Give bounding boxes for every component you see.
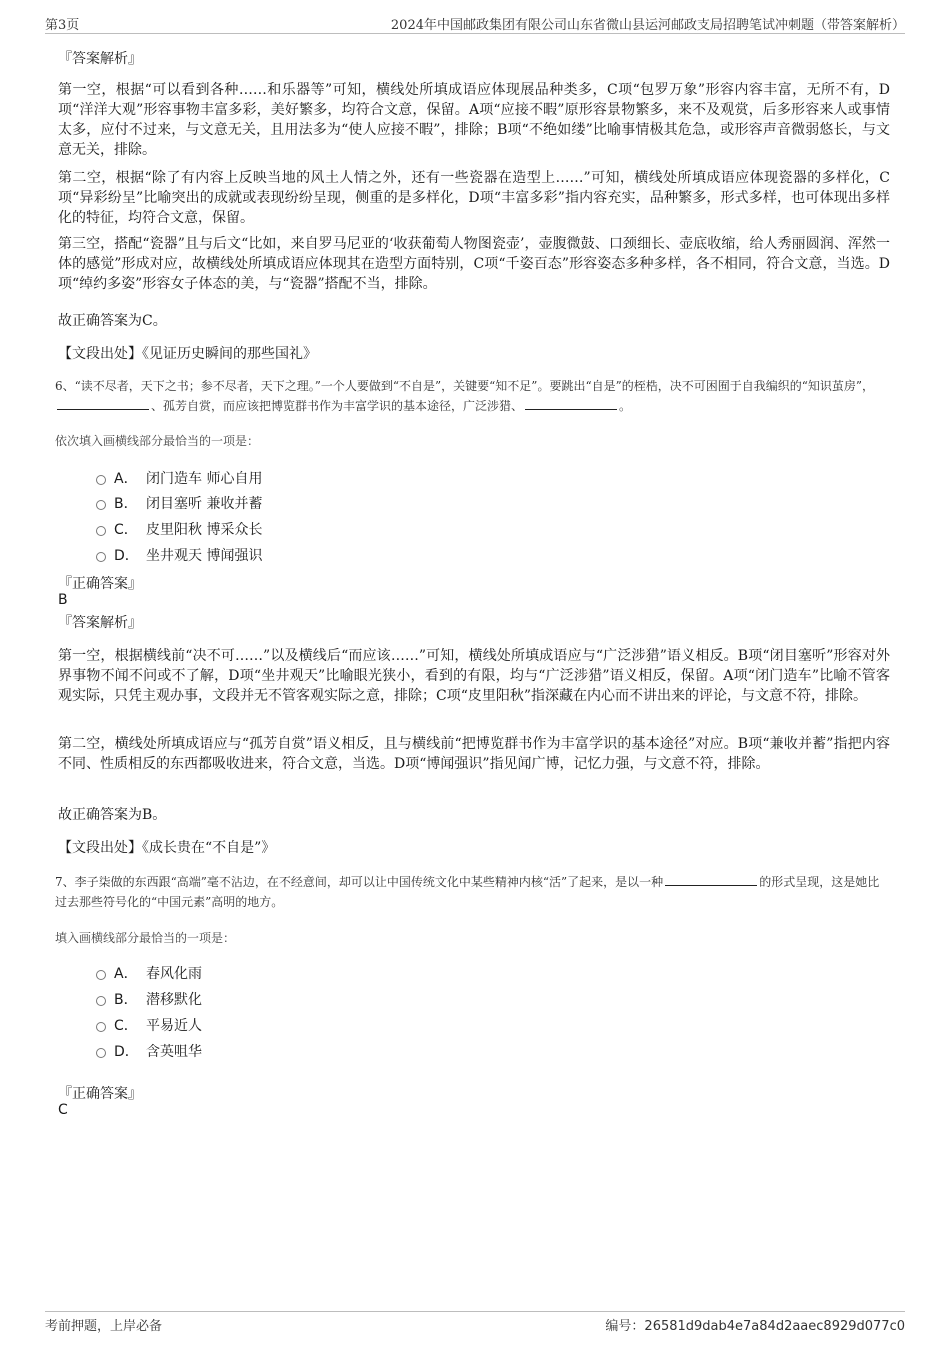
conclusion: 故正确答案为B。: [58, 807, 167, 823]
option-c[interactable]: C． 皮里阳秋 博采众长: [96, 519, 262, 539]
radio-icon[interactable]: [96, 1048, 106, 1058]
page-header: [45, 14, 905, 34]
explanation-label: 『答案解析』: [58, 615, 142, 631]
explanation-paragraph-2: 第二空，根据“除了有内容上反映当地的风土人情之外，还有一些瓷器在造型上……”可知，横线处所填成语应体现瓷器的多样化，C项“异彩纷呈”比喻突出的成就或表现纷纷呈现，侧重的是多样化，D项“丰富多彩”指内容充实，品种繁多，形式多样，也可体现出多样化的特征，均符合文意，保留。: [58, 170, 890, 226]
document-title: 2024年中国邮政集团有限公司山东省微山县运河邮政支局招聘笔试冲刺题（带答案解析）: [390, 18, 905, 33]
explanation-paragraph-3: 第三空，搭配“瓷器”且与后文“比如，来自罗马尼亚的‘收获葡萄人物图瓷壶’，壶腹微鼓、口颈细长、壶底收缩，给人秀丽圆润、浑然一体的感觉”形成对应，故横线处所填成语应体现其在造型方面特别，C项“千姿百态”形容姿态多种多样，各不相同，符合文意，当选。D项“绰约多姿”形容女子体态的美，与“瓷器”搭配不当，排除。: [58, 236, 890, 292]
source-citation: 【文段出处】《成长贵在“不自是”》: [58, 840, 276, 856]
correct-answer: C: [58, 1102, 68, 1118]
radio-icon[interactable]: [96, 552, 106, 562]
document-code: 编号：26581d9dab4e7a84d2aaec8929d077c0: [605, 1319, 905, 1334]
question-7-instruction: 填入画横线部分最恰当的一项是：: [55, 931, 236, 945]
explanation-paragraph-2: 第二空，横线处所填成语应与“孤芳自赏”语义相反，且与横线前“把博览群书作为丰富学识的基本途径”对应。B项“兼收并蓄”指把内容不同、性质相反的东西都吸收进来，符合文意，当选。D项“博闻强识”指见闻广博，记忆力强，与文意不符，排除。: [58, 736, 890, 772]
question-6-text: 6、“读不尽者，天下之书；参不尽者，天下之理。”一个人要做到“不自是”，关键要“知不足”。要跳出“自是”的桎梏，决不可困囿于自我编织的“知识茧房”，、孤芳自赏，而应该把博览群书作为丰富学识的基本途径，广泛涉猎、 。: [55, 379, 874, 413]
explanation-label: 『答案解析』: [58, 51, 142, 67]
option-b[interactable]: B． 潜移默化: [96, 989, 202, 1009]
option-b[interactable]: B． 闭目塞听 兼收并蓄: [96, 493, 262, 513]
correct-answer-label: 『正确答案』: [58, 1086, 142, 1102]
footer-slogan: 考前押题，上岸必备: [45, 1319, 163, 1334]
page-footer: [45, 1311, 905, 1333]
source-citation: 【文段出处】《见证历史瞬间的那些国礼》: [58, 346, 317, 362]
option-a[interactable]: A． 春风化雨: [96, 963, 202, 983]
explanation-paragraph-1: 第一空，根据横线前“决不可……”以及横线后“而应该……”可知，横线处所填成语应与“广泛涉猎”语义相反。B项“闭目塞听”形容对外界事物不闻不问或不了解，D项“坐井观天”比喻眼光狭小，看到的有限，均与“广泛涉猎”语义相反，保留。A项“闭门造车”比喻不管客观实际，只凭主观办事，文段并无不管客观实际之意，排除；C项“皮里阳秋”指深藏在内心而不讲出来的评论，与文意不符，排除。: [58, 648, 890, 704]
page-number: 第3页: [45, 18, 80, 33]
radio-icon[interactable]: [96, 500, 106, 510]
option-a[interactable]: A． 闭门造车 师心自用: [96, 468, 262, 488]
conclusion: 故正确答案为C。: [58, 313, 167, 329]
radio-icon[interactable]: [96, 475, 106, 485]
option-d[interactable]: D． 坐井观天 博闻强识: [96, 545, 262, 565]
radio-icon[interactable]: [96, 970, 106, 980]
option-d[interactable]: D． 含英咀华: [96, 1041, 202, 1061]
radio-icon[interactable]: [96, 996, 106, 1006]
fill-blank: [57, 398, 149, 410]
explanation-paragraph-1: 第一空，根据“可以看到各种……和乐器等”可知，横线处所填成语应体现展品种类多，C项“包罗万象”形容内容丰富，无所不有，D项“洋洋大观”形容事物丰富多彩，美好繁多，均符合文意，保留。A项“应接不暇”原形容景物繁多，来不及观赏，后多形容来人或事情太多，应付不过来，与文意无关，且用法多为“使人应接不暇”，排除；B项“不绝如缕”比喻事情极其危急，或形容声音微弱悠长，与文意无关，排除。: [58, 82, 890, 158]
radio-icon[interactable]: [96, 526, 106, 536]
fill-blank: [665, 874, 757, 886]
correct-answer: B: [58, 592, 68, 608]
question-7-text: 7、李子柒做的东西跟“高端”毫不沾边，在不经意间，却可以让中国传统文化中某些精神内核“活”了起来，是以一种 的形式呈现，这是她比过去那些符号化的“中国元素”高明的地方。: [55, 875, 880, 909]
option-c[interactable]: C． 平易近人: [96, 1015, 202, 1035]
question-6-instruction: 依次填入画横线部分最恰当的一项是：: [55, 434, 260, 448]
radio-icon[interactable]: [96, 1022, 106, 1032]
correct-answer-label: 『正确答案』: [58, 576, 142, 592]
fill-blank: [525, 398, 617, 410]
